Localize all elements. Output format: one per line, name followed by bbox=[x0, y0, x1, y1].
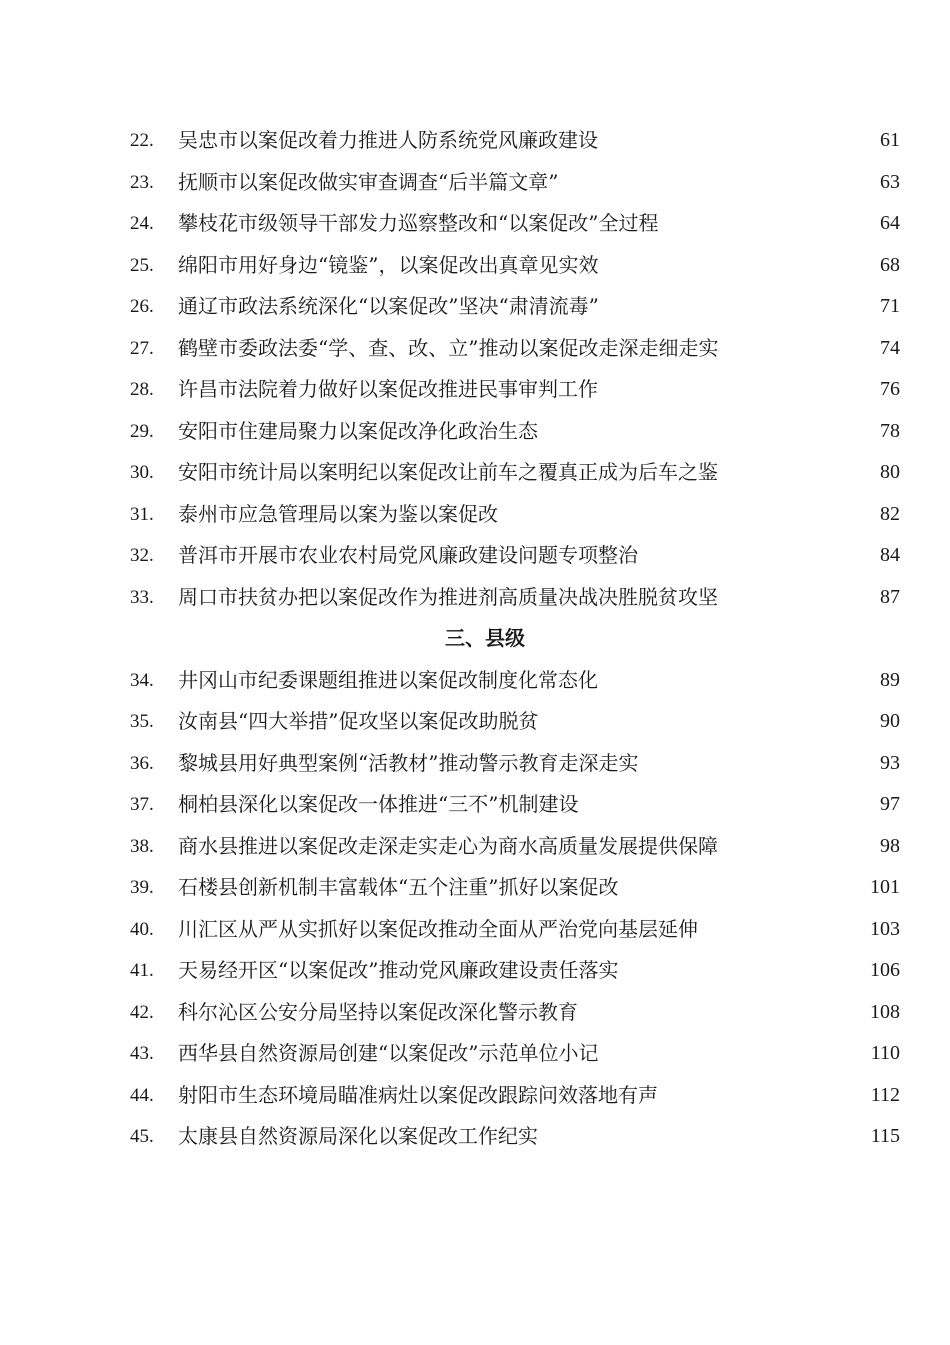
entry-number: 42. bbox=[130, 1001, 154, 1023]
toc-entry[interactable] bbox=[0, 701, 950, 743]
toc-entry[interactable] bbox=[0, 286, 950, 328]
entry-title: 射阳市生态环境局瞄准病灶以案促改跟踪问效落地有声 bbox=[178, 1082, 658, 1107]
entry-number: 35. bbox=[130, 711, 154, 732]
toc-entry[interactable] bbox=[0, 909, 950, 951]
toc-entry[interactable] bbox=[0, 784, 950, 826]
entry-title: 井冈山市纪委课题组推进以案促改制度化常态化 bbox=[178, 667, 598, 692]
toc-entry[interactable] bbox=[0, 162, 950, 204]
entry-page: 80 bbox=[880, 461, 900, 483]
entry-title: 绵阳市用好身边“镜鉴”，以案促改出真章见实效 bbox=[178, 252, 599, 277]
toc-entry[interactable] bbox=[0, 494, 950, 536]
entry-number: 22. bbox=[130, 130, 154, 151]
entry-number: 31. bbox=[130, 503, 154, 525]
toc-entry[interactable] bbox=[0, 369, 950, 411]
entry-title: 抚顺市以案促改做实审查调查“后半篇文章” bbox=[178, 169, 559, 194]
entry-page: 76 bbox=[880, 378, 900, 400]
entry-page: 103 bbox=[870, 917, 900, 940]
entry-number: 36. bbox=[130, 752, 154, 774]
entry-title: 普洱市开展市农业农村局党风廉政建设问题专项整治 bbox=[178, 543, 638, 567]
entry-title: 攀枝花市级领导干部发力巡察整改和“以案促改”全过程 bbox=[178, 211, 659, 235]
entry-page: 64 bbox=[880, 212, 900, 234]
entry-page: 87 bbox=[880, 585, 900, 608]
entry-page: 112 bbox=[870, 1083, 900, 1106]
entry-page: 61 bbox=[880, 129, 900, 151]
entry-page: 98 bbox=[880, 834, 900, 857]
entry-number: 37. bbox=[130, 794, 154, 815]
entry-page: 68 bbox=[880, 253, 900, 276]
entry-title: 商水县推进以案促改走深走实走心为商水高质量发展提供保障 bbox=[178, 833, 718, 858]
entry-number: 26. bbox=[130, 296, 154, 317]
entry-number: 27. bbox=[130, 337, 154, 359]
toc-entry[interactable] bbox=[0, 203, 950, 245]
entry-title: 天易经开区“以案促改”推动党风廉政建设责任落实 bbox=[178, 958, 619, 982]
entry-number: 23. bbox=[130, 171, 154, 193]
entry-number: 32. bbox=[130, 545, 154, 566]
toc-entry[interactable] bbox=[0, 577, 950, 619]
entry-number: 29. bbox=[130, 420, 154, 442]
entry-page: 97 bbox=[880, 793, 900, 815]
entry-number: 24. bbox=[130, 213, 154, 234]
entry-title: 西华县自然资源局创建“以案促改”示范单位小记 bbox=[178, 1041, 599, 1065]
toc-entry[interactable] bbox=[0, 245, 950, 287]
entry-number: 44. bbox=[130, 1084, 154, 1106]
entry-page: 63 bbox=[880, 170, 900, 193]
entry-number: 40. bbox=[130, 918, 154, 940]
entry-number: 30. bbox=[130, 462, 154, 483]
entry-number: 39. bbox=[130, 877, 154, 898]
entry-title: 泰州市应急管理局以案为鉴以案促改 bbox=[178, 501, 498, 526]
entry-title: 安阳市统计局以案明纪以案促改让前车之覆真正成为后车之鉴 bbox=[178, 460, 718, 484]
toc-entry[interactable] bbox=[0, 992, 950, 1034]
entry-number: 41. bbox=[130, 960, 154, 981]
entry-number: 25. bbox=[130, 254, 154, 276]
entry-title: 川汇区从严从实抓好以案促改推动全面从严治党向基层延伸 bbox=[178, 916, 698, 941]
entry-number: 28. bbox=[130, 379, 154, 400]
entry-number: 43. bbox=[130, 1043, 154, 1064]
toc-entry[interactable] bbox=[0, 826, 950, 868]
entry-number: 38. bbox=[130, 835, 154, 857]
entry-page: 84 bbox=[880, 544, 900, 566]
entry-page: 74 bbox=[880, 336, 900, 359]
entry-title: 石楼县创新机制丰富载体“五个注重”抓好以案促改 bbox=[178, 875, 619, 899]
toc-entry[interactable] bbox=[0, 411, 950, 453]
entry-page: 78 bbox=[880, 419, 900, 442]
entry-title: 许昌市法院着力做好以案促改推进民事审判工作 bbox=[178, 377, 598, 401]
entry-page: 101 bbox=[870, 876, 900, 898]
entry-title: 汝南县“四大举措”促攻坚以案促改助脱贫 bbox=[178, 709, 539, 733]
entry-page: 89 bbox=[880, 668, 900, 691]
toc-entry[interactable] bbox=[0, 950, 950, 992]
entry-page: 106 bbox=[870, 959, 900, 981]
toc-entry[interactable] bbox=[0, 1116, 950, 1158]
entry-page: 93 bbox=[880, 751, 900, 774]
entry-page: 82 bbox=[880, 502, 900, 525]
toc-entry[interactable] bbox=[0, 328, 950, 370]
entry-title: 周口市扶贫办把以案促改作为推进剂高质量决战决胜脱贫攻坚 bbox=[178, 584, 718, 609]
entry-number: 34. bbox=[130, 669, 154, 691]
entry-title: 通辽市政法系统深化“以案促改”坚决“肃清流毒” bbox=[178, 294, 599, 318]
entry-number: 33. bbox=[130, 586, 154, 608]
entry-number: 45. bbox=[130, 1126, 154, 1147]
entry-title: 科尔沁区公安分局坚持以案促改深化警示教育 bbox=[178, 999, 578, 1024]
entry-page: 115 bbox=[870, 1125, 900, 1147]
entry-title: 黎城县用好典型案例“活教材”推动警示教育走深走实 bbox=[178, 750, 639, 775]
toc-entry[interactable] bbox=[0, 1075, 950, 1117]
entry-page: 71 bbox=[880, 295, 900, 317]
entry-title: 安阳市住建局聚力以案促改净化政治生态 bbox=[178, 418, 538, 443]
entry-title: 桐柏县深化以案促改一体推进“三不”机制建设 bbox=[178, 792, 579, 816]
entry-page: 110 bbox=[870, 1042, 900, 1064]
toc-entry[interactable] bbox=[0, 1033, 950, 1075]
toc-entry[interactable] bbox=[0, 452, 950, 494]
entry-title: 吴忠市以案促改着力推进人防系统党风廉政建设 bbox=[178, 128, 598, 152]
toc-entry[interactable] bbox=[0, 867, 950, 909]
entry-title: 太康县自然资源局深化以案促改工作纪实 bbox=[178, 1124, 538, 1148]
toc-entry[interactable] bbox=[0, 743, 950, 785]
toc-entry[interactable] bbox=[0, 660, 950, 702]
entry-page: 90 bbox=[880, 710, 900, 732]
toc-entry[interactable] bbox=[0, 120, 950, 162]
section-heading-county: 三、县级 bbox=[445, 626, 525, 650]
toc-entry[interactable] bbox=[0, 535, 950, 577]
entry-page: 108 bbox=[870, 1000, 900, 1023]
entry-title: 鹤壁市委政法委“学、查、改、立”推动以案促改走深走细走实 bbox=[178, 335, 719, 360]
table-of-contents bbox=[0, 120, 950, 1158]
